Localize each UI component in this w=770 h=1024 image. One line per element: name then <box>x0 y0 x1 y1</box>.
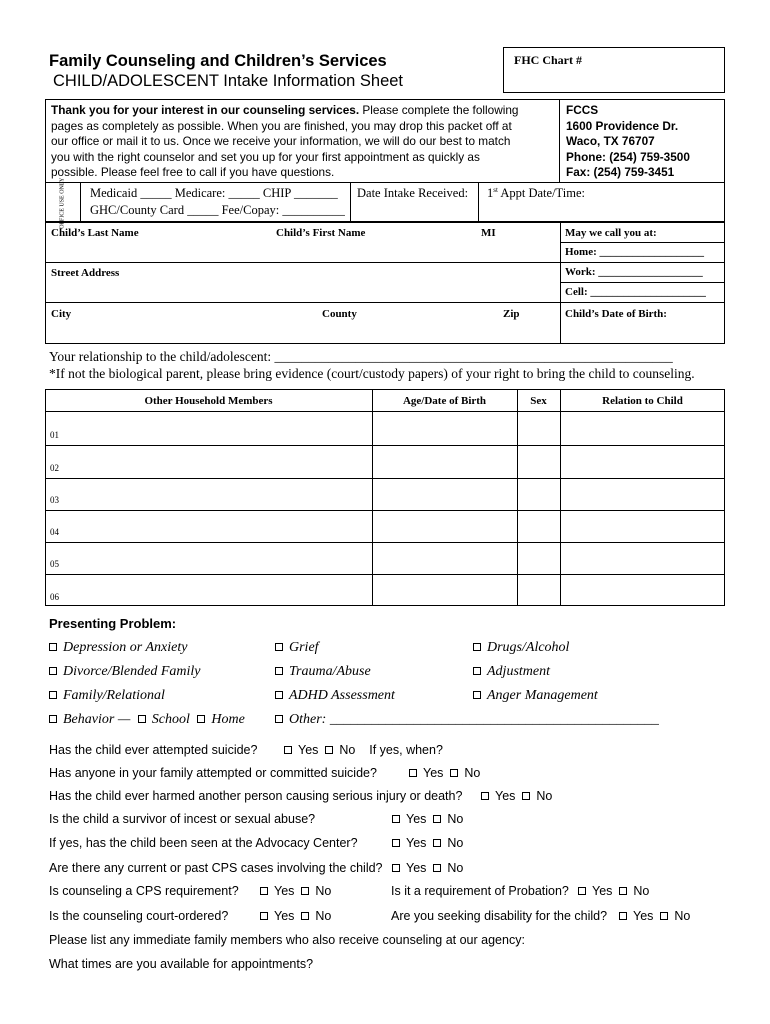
chart-number-field[interactable] <box>503 47 725 93</box>
option-other[interactable]: Other: _______________________________________________ <box>275 712 659 728</box>
agency-city: Waco, TX 76707 <box>566 134 655 149</box>
home-phone-field[interactable]: Home: ___________________ <box>565 246 705 258</box>
checkbox-icon[interactable] <box>197 715 205 723</box>
question-court-ordered: Is the counseling court-ordered? <box>49 909 229 923</box>
option-family-relational[interactable]: Family/Relational <box>49 688 165 704</box>
county-label: County <box>322 308 357 320</box>
question-child-suicide: Has the child ever attempted suicide? <box>49 743 258 757</box>
child-info-table <box>45 222 725 344</box>
street-address-label: Street Address <box>51 267 120 279</box>
checkbox-icon[interactable] <box>275 715 283 723</box>
relationship-line[interactable]: Your relationship to the child/adolescent: ___________________________________________________________ <box>49 349 673 364</box>
option-drugs-alcohol[interactable]: Drugs/Alcohol <box>473 640 569 656</box>
checkbox-icon[interactable] <box>49 667 57 675</box>
answer-probation[interactable]: Yes No <box>578 884 649 898</box>
first-appt-label: 1st Appt Date/Time: <box>487 186 585 201</box>
agency-street: 1600 Providence Dr. <box>566 118 679 133</box>
office-use-payment-line1: Medicaid _____ Medicare: _____ CHIP _______ <box>90 186 338 200</box>
answer-cps-requirement[interactable]: Yes No <box>260 884 331 898</box>
office-use-label: OFFICE USE ONLY <box>59 177 66 229</box>
answer-cps-cases[interactable]: Yes No <box>392 861 463 875</box>
question-family-counseling: Please list any immediate family members who also receive counseling at our agency: <box>49 933 525 947</box>
zip-label: Zip <box>503 308 520 320</box>
option-school[interactable]: School <box>151 712 190 727</box>
question-abuse-survivor: Is the child a survivor of incest or sexual abuse? <box>49 812 316 826</box>
answer-disability[interactable]: Yes No <box>619 909 690 923</box>
checkbox-icon[interactable] <box>138 715 146 723</box>
child-first-name-label: Child’s First Name <box>276 227 366 239</box>
question-probation: Is it a requirement of Probation? <box>391 884 569 898</box>
agency-contact <box>566 103 690 181</box>
agency-name: FCCS <box>566 103 599 117</box>
answer-family-suicide[interactable]: Yes No <box>409 766 480 780</box>
presenting-problem-title: Presenting Problem: <box>49 616 177 631</box>
city-label: City <box>51 308 72 320</box>
agency-phone: Phone: (254) 759-3500 <box>566 149 690 164</box>
may-call-label: May we call you at: <box>565 227 657 239</box>
question-disability: Are you seeking disability for the child? <box>391 909 608 923</box>
child-last-name-label: Child’s Last Name <box>51 227 139 239</box>
work-phone-field[interactable]: Work: ___________________ <box>565 266 703 278</box>
checkbox-icon[interactable] <box>275 643 283 651</box>
relationship-note: *If not the biological parent, please bring evidence (court/custody papers) of your right to bring the child to counseling. <box>49 366 695 381</box>
option-divorce-blended[interactable]: Divorce/Blended Family <box>49 664 200 680</box>
checkbox-icon[interactable] <box>49 643 57 651</box>
answer-advocacy-center[interactable]: Yes No <box>392 836 463 850</box>
household-header-age: Age/Date of Birth <box>402 395 487 407</box>
option-adhd-assessment[interactable]: ADHD Assessment <box>275 688 395 704</box>
answer-abuse-survivor[interactable]: Yes No <box>392 812 463 826</box>
office-use-payment-line2: GHC/County Card _____ Fee/Copay: __________ <box>90 203 345 217</box>
table-row[interactable]: 02 <box>50 463 59 473</box>
table-row[interactable]: 03 <box>50 495 59 505</box>
question-advocacy-center: If yes, has the child been seen at the Advocacy Center? <box>49 836 358 850</box>
checkbox-icon[interactable] <box>275 667 283 675</box>
household-header-relation: Relation to Child <box>602 395 683 407</box>
form-title: CHILD/ADOLESCENT Intake Information Sheet <box>53 72 404 90</box>
office-use-payment <box>90 185 345 219</box>
question-available-times: What times are you available for appointments? <box>49 957 314 971</box>
date-intake-label: Date Intake Received: <box>357 186 469 200</box>
question-cps-cases: Are there any current or past CPS cases involving the child? <box>49 861 383 875</box>
table-row[interactable]: 01 <box>50 430 59 440</box>
option-grief[interactable]: Grief <box>275 640 319 656</box>
checkbox-icon[interactable] <box>275 691 283 699</box>
option-behavior[interactable]: Behavior — School Home <box>49 712 245 728</box>
child-dob-label: Child’s Date of Birth: <box>565 308 667 320</box>
option-trauma-abuse[interactable]: Trauma/Abuse <box>275 664 371 680</box>
household-header-members: Other Household Members <box>144 395 273 407</box>
agency-fax: Fax: (254) 759-3451 <box>566 165 675 180</box>
chart-number-label: FHC Chart # <box>514 53 582 67</box>
question-harmed-another: Has the child ever harmed another person causing serious injury or death? <box>49 789 463 803</box>
checkbox-icon[interactable] <box>473 691 481 699</box>
household-header-sex: Sex <box>530 395 547 407</box>
option-adjustment[interactable]: Adjustment <box>473 664 550 680</box>
checkbox-icon[interactable] <box>49 691 57 699</box>
checkbox-icon[interactable] <box>49 715 57 723</box>
table-row[interactable]: 05 <box>50 559 59 569</box>
intro-text: Thank you for your interest in our counseling services. Please complete the following pages as completely as possible. When you are finished, you may drop this packet off at our office or mail it to us. Once we receive your information, we will do our best to match you with the right counselor and set you up for your first appointment as quickly as possible. Please feel free to call if you have questions. <box>51 103 519 180</box>
child-mi-label: MI <box>481 227 496 239</box>
cell-phone-field[interactable]: Cell: _____________________ <box>565 286 706 298</box>
answer-child-suicide[interactable]: Yes No If yes, when? <box>284 743 443 757</box>
answer-harmed-another[interactable]: Yes No <box>481 789 552 803</box>
question-family-suicide: Has anyone in your family attempted or committed suicide? <box>49 766 377 780</box>
question-cps-requirement: Is counseling a CPS requirement? <box>49 884 239 898</box>
checkbox-icon[interactable] <box>473 667 481 675</box>
intro-lead: Thank you for your interest in our counseling services. <box>51 103 360 117</box>
table-row[interactable]: 06 <box>50 592 59 602</box>
option-anger-management[interactable]: Anger Management <box>473 688 598 704</box>
table-row[interactable]: 04 <box>50 527 59 537</box>
org-title: Family Counseling and Children’s Services <box>49 52 387 70</box>
answer-court-ordered[interactable]: Yes No <box>260 909 331 923</box>
checkbox-icon[interactable] <box>473 643 481 651</box>
option-home[interactable]: Home <box>211 712 245 727</box>
option-depression-anxiety[interactable]: Depression or Anxiety <box>49 640 187 656</box>
